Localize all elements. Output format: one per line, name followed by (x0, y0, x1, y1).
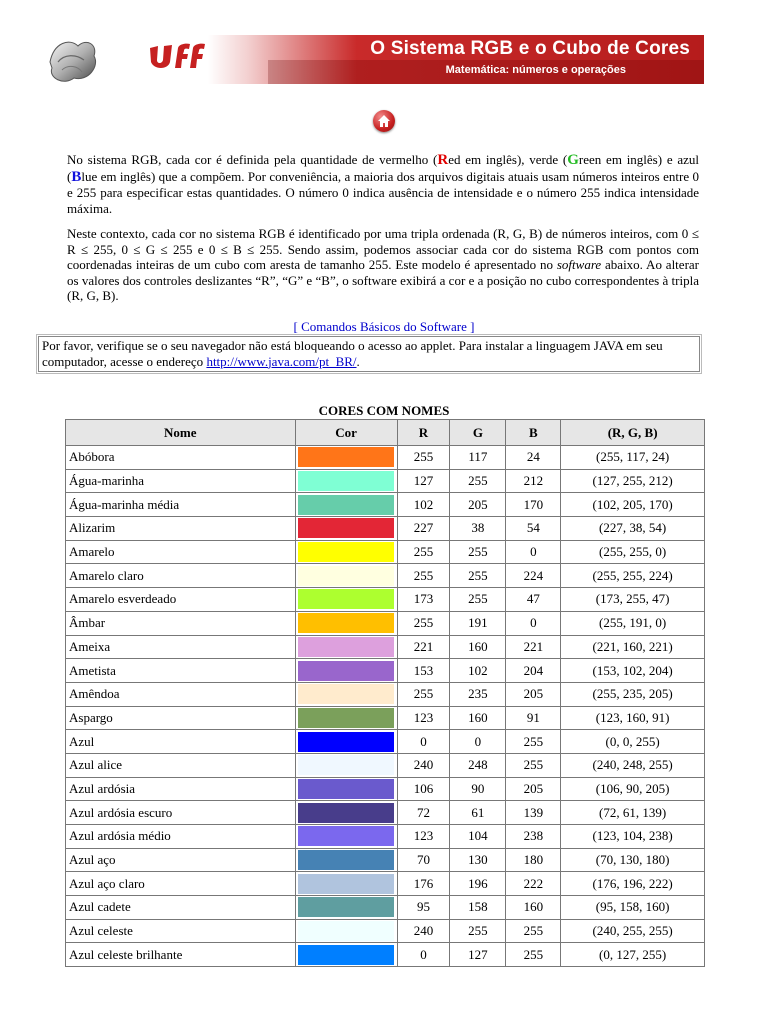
rgb-triple-cell: (227, 38, 54) (561, 517, 705, 541)
color-swatch-cell (295, 896, 397, 920)
table-row (66, 896, 705, 920)
color-name-cell: Água-marinha (66, 469, 296, 493)
green-value-cell: 160 (450, 635, 506, 659)
color-swatch-cell (295, 493, 397, 517)
table-title: CORES COM NOMES (318, 403, 450, 418)
rgb-triple-cell: (0, 0, 255) (561, 730, 705, 754)
green-value-cell: 255 (450, 469, 506, 493)
rgb-triple-cell: (123, 160, 91) (561, 706, 705, 730)
red-letter: R (437, 152, 449, 168)
green-value-cell: 196 (450, 872, 506, 896)
rgb-triple-cell: (255, 117, 24) (561, 446, 705, 470)
color-swatch (298, 518, 394, 538)
color-name-cell: Azul ardósia escuro (66, 801, 296, 825)
header-g: G (450, 420, 506, 446)
page-subtitle: Matemática: números e operações (445, 64, 626, 76)
colors-table (65, 419, 705, 967)
rgb-triple-cell: (72, 61, 139) (561, 801, 705, 825)
blue-value-cell: 24 (506, 446, 561, 470)
header-r: R (397, 420, 450, 446)
rgb-triple-cell: (255, 255, 0) (561, 540, 705, 564)
page-header (40, 28, 704, 90)
color-swatch (298, 732, 394, 752)
blue-value-cell: 204 (506, 659, 561, 683)
color-swatch (298, 945, 394, 965)
color-name-cell: Azul (66, 730, 296, 754)
text: reen em inglês) e azul ( (67, 152, 700, 184)
rgb-triple-cell: (255, 255, 224) (561, 564, 705, 588)
color-swatch (298, 921, 394, 941)
blue-value-cell: 205 (506, 682, 561, 706)
color-swatch-cell (295, 919, 397, 943)
green-value-cell: 38 (450, 517, 506, 541)
notice-text: Por favor, verifique se o seu navegador não está bloqueando o acesso ao applet. Para instalar a linguagem JAVA em seu computador, acesse o endereço (42, 338, 663, 369)
blue-value-cell: 0 (506, 540, 561, 564)
color-swatch-cell (295, 564, 397, 588)
blue-value-cell: 222 (506, 872, 561, 896)
text: No sistema RGB, cada cor é definida pela quantidade de vermelho ( (67, 152, 438, 167)
commands-link[interactable]: [ Comandos Básicos do Software ] (293, 319, 475, 334)
color-swatch (298, 447, 394, 467)
blue-value-cell: 205 (506, 777, 561, 801)
color-swatch (298, 566, 394, 586)
table-row (66, 659, 705, 683)
color-name-cell: Azul alice (66, 753, 296, 777)
color-swatch (298, 708, 394, 728)
color-swatch-cell (295, 611, 397, 635)
table-row (66, 540, 705, 564)
table-row (66, 825, 705, 849)
blue-value-cell: 255 (506, 730, 561, 754)
color-name-cell: Aspargo (66, 706, 296, 730)
color-name-cell: Ametista (66, 659, 296, 683)
color-swatch (298, 850, 394, 870)
color-name-cell: Amêndoa (66, 682, 296, 706)
color-name-cell: Amarelo claro (66, 564, 296, 588)
color-swatch (298, 589, 394, 609)
color-swatch-cell (295, 730, 397, 754)
red-value-cell: 176 (397, 872, 450, 896)
table-row (66, 469, 705, 493)
rgb-triple-cell: (173, 255, 47) (561, 588, 705, 612)
surface-shape-icon (44, 32, 100, 88)
table-row (66, 753, 705, 777)
rgb-triple-cell: (70, 130, 180) (561, 848, 705, 872)
color-swatch-cell (295, 872, 397, 896)
intro-paragraph-2 (67, 226, 699, 304)
red-value-cell: 255 (397, 682, 450, 706)
blue-value-cell: 139 (506, 801, 561, 825)
notice-end: . (356, 353, 360, 369)
red-value-cell: 255 (397, 540, 450, 564)
color-swatch (298, 755, 394, 775)
rgb-triple-cell: (0, 127, 255) (561, 943, 705, 967)
rgb-triple-cell: (255, 191, 0) (561, 611, 705, 635)
color-name-cell: Azul aço (66, 848, 296, 872)
green-value-cell: 255 (450, 919, 506, 943)
red-value-cell: 0 (397, 943, 450, 967)
blue-value-cell: 212 (506, 469, 561, 493)
red-value-cell: 221 (397, 635, 450, 659)
table-row (66, 730, 705, 754)
color-swatch-cell (295, 446, 397, 470)
text: ed em inglês), verde ( (448, 152, 568, 167)
color-swatch (298, 779, 394, 799)
blue-value-cell: 160 (506, 896, 561, 920)
text: Neste contexto, cada cor no sistema RGB é identificado por uma tripla ordenada (R, G, B) de números inteiros, com 0 ≤ R ≤ 255, 0 ≤ G ≤ 255 e 0 ≤ B ≤ 255. Sendo assim, podemos associar cada cor do sistema RGB com pontos com coordenadas inteiras de um cubo com aresta de tamanho 255. Este modelo é apresentado no (67, 226, 699, 273)
green-value-cell: 127 (450, 943, 506, 967)
color-swatch-cell (295, 469, 397, 493)
color-name-cell: Ameixa (66, 635, 296, 659)
header-rgb: (R, G, B) (561, 420, 705, 446)
table-row (66, 588, 705, 612)
color-name-cell: Azul ardósia (66, 777, 296, 801)
color-swatch-cell (295, 777, 397, 801)
color-swatch (298, 874, 394, 894)
table-row (66, 848, 705, 872)
blue-value-cell: 255 (506, 943, 561, 967)
color-swatch-cell (295, 801, 397, 825)
home-button[interactable] (373, 110, 395, 132)
color-swatch-cell (295, 943, 397, 967)
home-icon (377, 114, 391, 128)
color-swatch (298, 495, 394, 515)
text: abaixo. Ao alterar os valores dos controles deslizantes “R”, “G” e “B”, o software exibirá a cor e a posição no cubo correspondentes à tripla (R, G, B). (67, 257, 699, 304)
blue-value-cell: 221 (506, 635, 561, 659)
rgb-triple-cell: (255, 235, 205) (561, 682, 705, 706)
rgb-triple-cell: (240, 248, 255) (561, 753, 705, 777)
green-value-cell: 130 (450, 848, 506, 872)
rgb-triple-cell: (240, 255, 255) (561, 919, 705, 943)
table-row (66, 943, 705, 967)
red-value-cell: 240 (397, 753, 450, 777)
color-swatch-cell (295, 848, 397, 872)
logo-area (40, 28, 150, 90)
table-row (66, 919, 705, 943)
header-b: B (506, 420, 561, 446)
blue-value-cell: 54 (506, 517, 561, 541)
blue-value-cell: 224 (506, 564, 561, 588)
color-swatch-cell (295, 517, 397, 541)
color-name-cell: Azul aço claro (66, 872, 296, 896)
java-link[interactable]: http://www.java.com/pt_BR/ (206, 353, 357, 369)
green-value-cell: 90 (450, 777, 506, 801)
red-value-cell: 227 (397, 517, 450, 541)
table-row (66, 564, 705, 588)
green-value-cell: 104 (450, 825, 506, 849)
color-name-cell: Abóbora (66, 446, 296, 470)
color-swatch (298, 613, 394, 633)
red-value-cell: 72 (397, 801, 450, 825)
table-row (66, 493, 705, 517)
red-value-cell: 102 (397, 493, 450, 517)
red-value-cell: 173 (397, 588, 450, 612)
rgb-triple-cell: (123, 104, 238) (561, 825, 705, 849)
color-swatch (298, 897, 394, 917)
color-swatch-cell (295, 659, 397, 683)
header-nome: Nome (66, 420, 296, 446)
red-value-cell: 123 (397, 825, 450, 849)
rgb-triple-cell: (221, 160, 221) (561, 635, 705, 659)
red-value-cell: 95 (397, 896, 450, 920)
table-row (66, 446, 705, 470)
green-letter: G (567, 152, 579, 168)
table-row (66, 801, 705, 825)
red-value-cell: 153 (397, 659, 450, 683)
color-name-cell: Azul celeste (66, 919, 296, 943)
blue-value-cell: 170 (506, 493, 561, 517)
page-title: O Sistema RGB e o Cubo de Cores (370, 38, 690, 59)
green-value-cell: 255 (450, 564, 506, 588)
table-row (66, 872, 705, 896)
header-cor: Cor (295, 420, 397, 446)
table-row (66, 517, 705, 541)
color-swatch (298, 803, 394, 823)
green-value-cell: 61 (450, 801, 506, 825)
blue-value-cell: 47 (506, 588, 561, 612)
blue-value-cell: 255 (506, 753, 561, 777)
rgb-triple-cell: (153, 102, 204) (561, 659, 705, 683)
rgb-triple-cell: (176, 196, 222) (561, 872, 705, 896)
table-row (66, 635, 705, 659)
java-notice-box (38, 336, 700, 372)
green-value-cell: 235 (450, 682, 506, 706)
color-name-cell: Alizarim (66, 517, 296, 541)
table-row (66, 706, 705, 730)
color-name-cell: Amarelo (66, 540, 296, 564)
red-value-cell: 255 (397, 564, 450, 588)
color-swatch (298, 826, 394, 846)
color-name-cell: Azul ardósia médio (66, 825, 296, 849)
color-swatch (298, 637, 394, 657)
color-swatch-cell (295, 540, 397, 564)
color-name-cell: Azul cadete (66, 896, 296, 920)
blue-value-cell: 255 (506, 919, 561, 943)
green-value-cell: 158 (450, 896, 506, 920)
color-swatch-cell (295, 682, 397, 706)
color-swatch-cell (295, 588, 397, 612)
rgb-triple-cell: (127, 255, 212) (561, 469, 705, 493)
green-value-cell: 205 (450, 493, 506, 517)
blue-value-cell: 238 (506, 825, 561, 849)
red-value-cell: 255 (397, 446, 450, 470)
red-value-cell: 127 (397, 469, 450, 493)
table-row (66, 777, 705, 801)
red-value-cell: 106 (397, 777, 450, 801)
software-emphasis: software (556, 257, 602, 273)
text: lue em inglês) que a compõem. Por conveniência, a maioria dos arquivos digitais atuais usam números inteiros entre 0 e 255 para especificar estas quantidades. O número 0 indica ausência de intensidade e o número 255 indica intensidade máxima. (67, 168, 699, 216)
color-name-cell: Âmbar (66, 611, 296, 635)
color-swatch-cell (295, 753, 397, 777)
table-row (66, 611, 705, 635)
color-name-cell: Azul celeste brilhante (66, 943, 296, 967)
green-value-cell: 117 (450, 446, 506, 470)
green-value-cell: 248 (450, 753, 506, 777)
rgb-triple-cell: (106, 90, 205) (561, 777, 705, 801)
blue-value-cell: 180 (506, 848, 561, 872)
blue-value-cell: 0 (506, 611, 561, 635)
uff-logo-icon (148, 42, 208, 72)
rgb-triple-cell: (102, 205, 170) (561, 493, 705, 517)
rgb-triple-cell: (95, 158, 160) (561, 896, 705, 920)
green-value-cell: 255 (450, 540, 506, 564)
green-value-cell: 102 (450, 659, 506, 683)
green-value-cell: 0 (450, 730, 506, 754)
table-header-row (66, 420, 705, 446)
color-swatch (298, 684, 394, 704)
color-swatch (298, 471, 394, 491)
green-value-cell: 255 (450, 588, 506, 612)
color-name-cell: Água-marinha média (66, 493, 296, 517)
red-value-cell: 123 (397, 706, 450, 730)
title-banner (208, 35, 704, 84)
green-value-cell: 191 (450, 611, 506, 635)
color-swatch (298, 542, 394, 562)
red-value-cell: 70 (397, 848, 450, 872)
red-value-cell: 0 (397, 730, 450, 754)
blue-value-cell: 91 (506, 706, 561, 730)
color-swatch-cell (295, 825, 397, 849)
red-value-cell: 240 (397, 919, 450, 943)
intro-paragraph-1 (67, 152, 699, 216)
red-value-cell: 255 (397, 611, 450, 635)
table-row (66, 682, 705, 706)
color-name-cell: Amarelo esverdeado (66, 588, 296, 612)
color-swatch-cell (295, 706, 397, 730)
green-value-cell: 160 (450, 706, 506, 730)
blue-letter: B (71, 168, 82, 185)
color-swatch (298, 661, 394, 681)
color-swatch-cell (295, 635, 397, 659)
